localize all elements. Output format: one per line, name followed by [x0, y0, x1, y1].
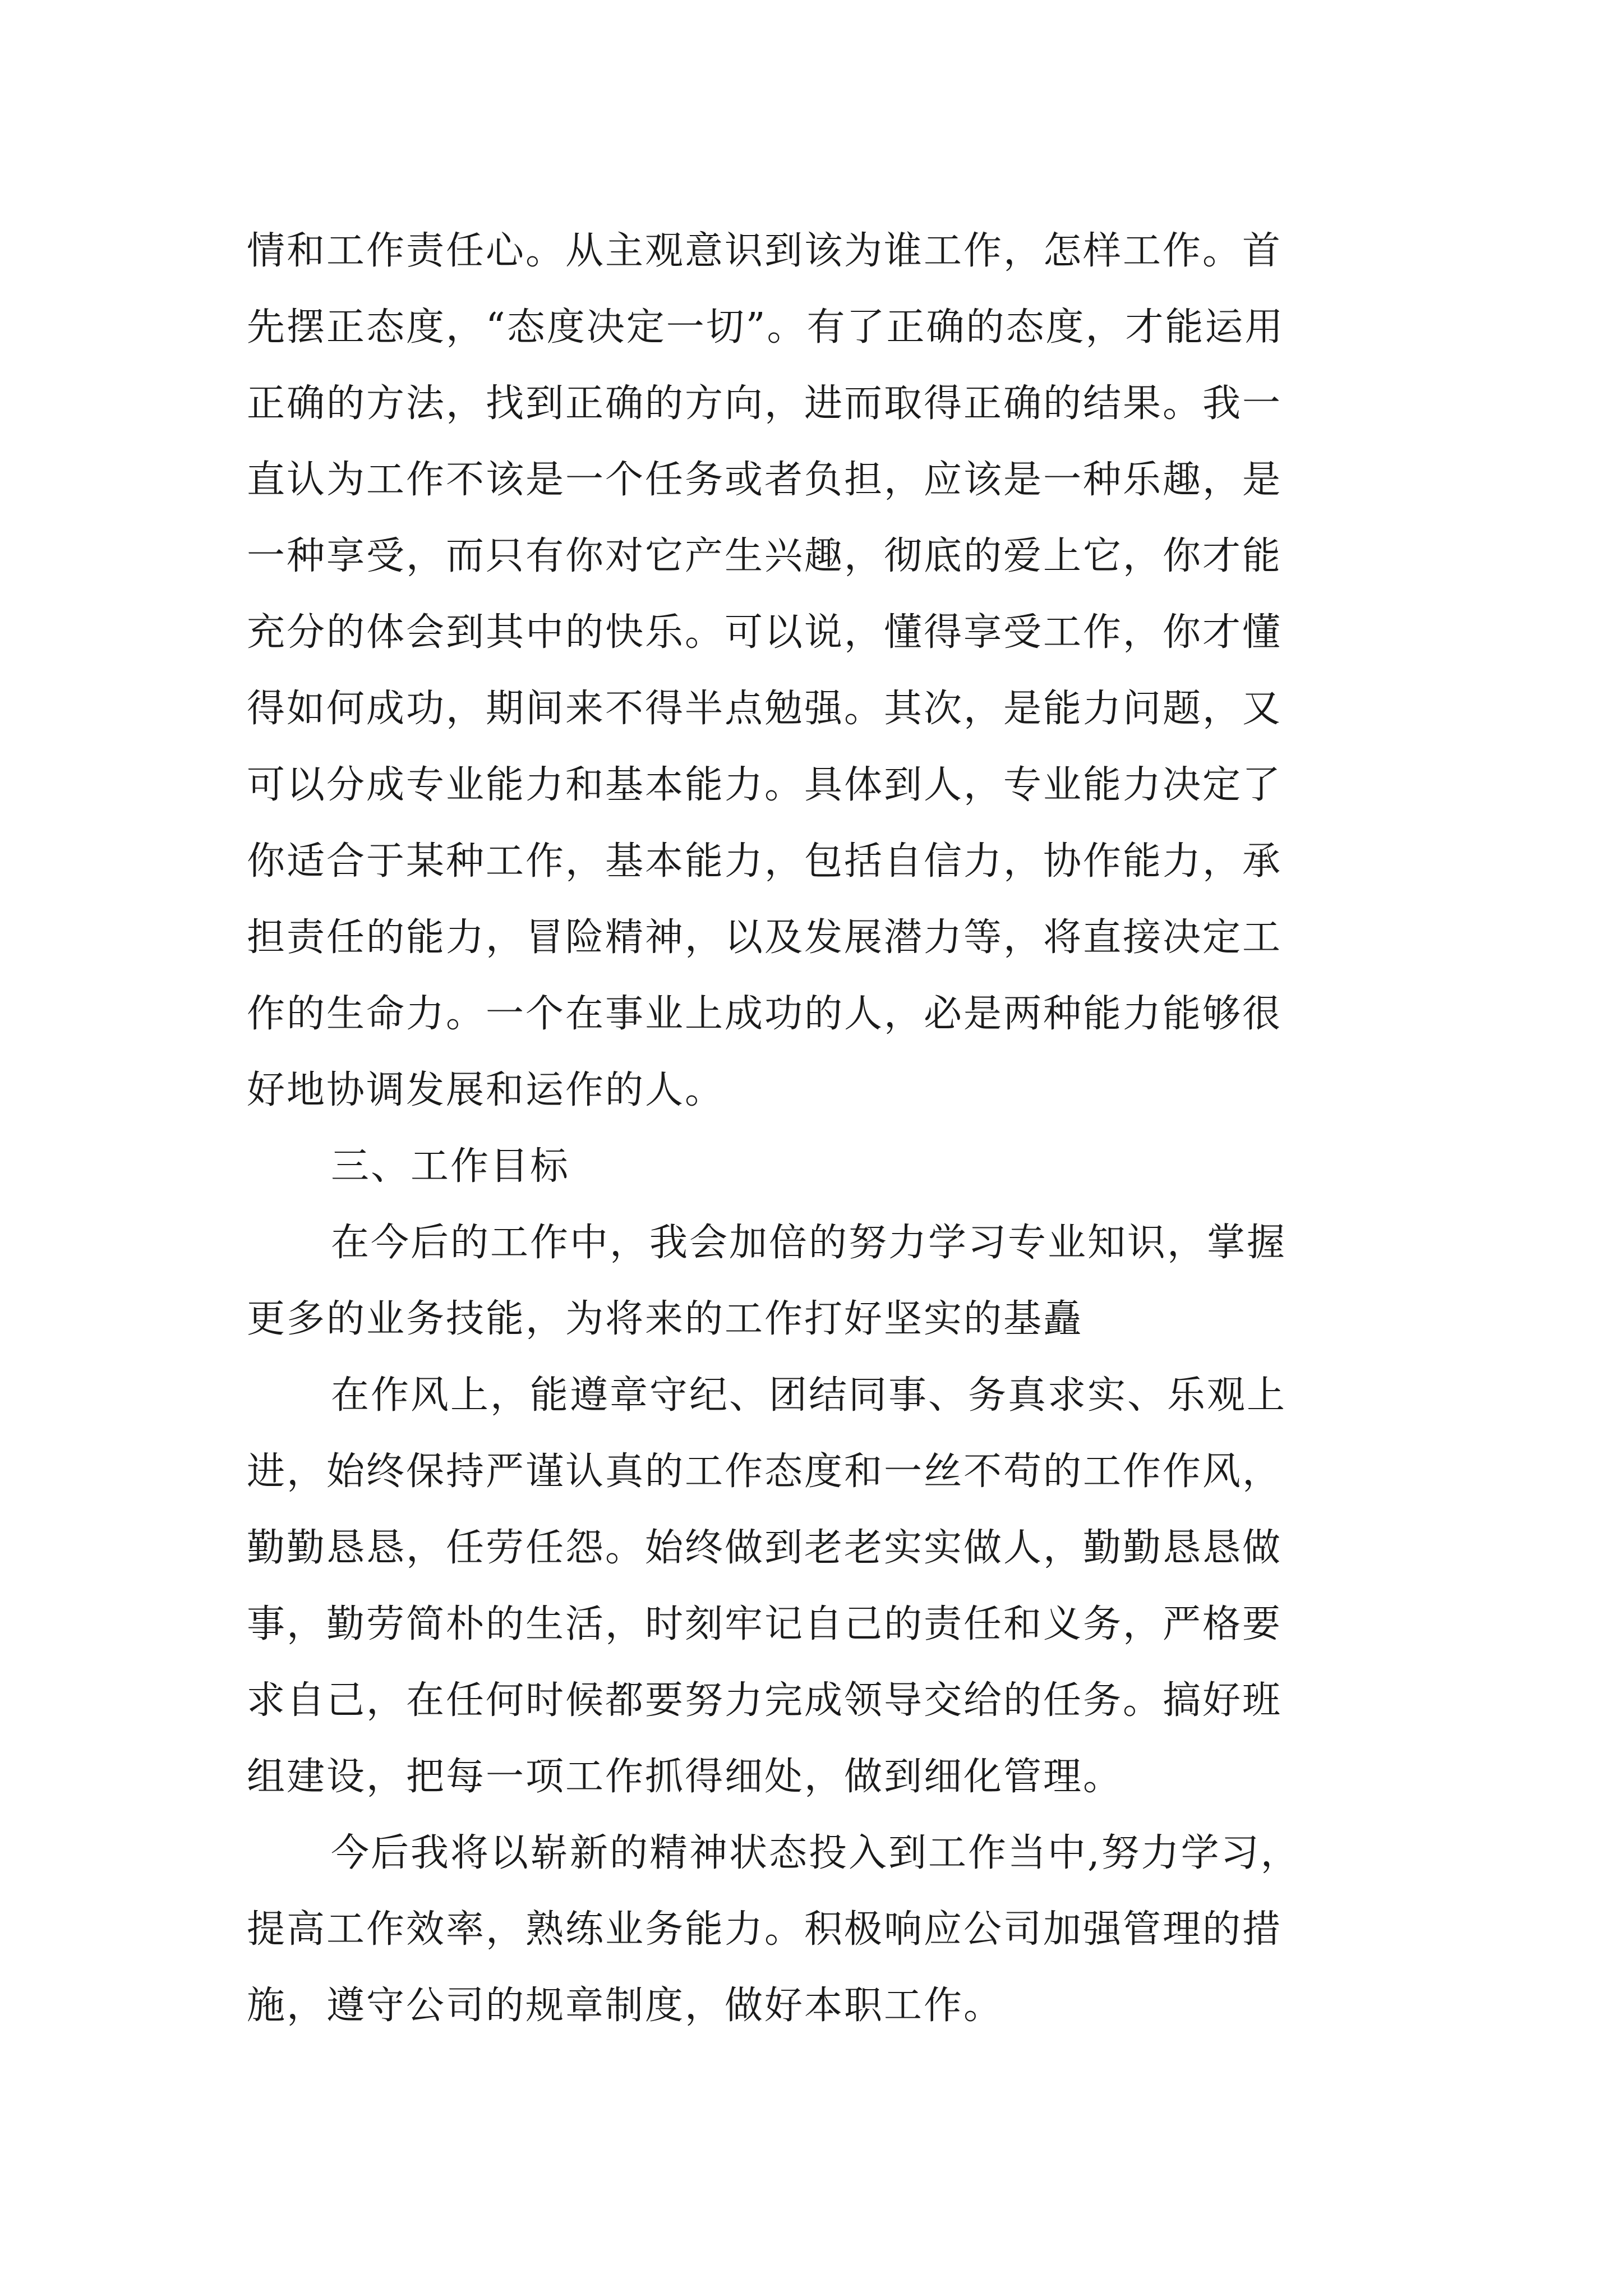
text-line: 直认为工作不该是一个任务或者负担，应该是一种乐趣，是 — [247, 458, 1283, 502]
section-heading-goals — [247, 1129, 1391, 1205]
text-line: 进，始终保持严谨认真的工作态度和一丝不苟的工作作风， — [247, 1450, 1283, 1494]
text-line: 更多的业务技能，为将来的工作打好坚实的基矗 — [247, 1297, 1083, 1341]
text-line: 施，遵守公司的规章制度，做好本职工作。 — [247, 1984, 1004, 2028]
text-line: 担责任的能力，冒险精神，以及发展潜力等，将直接决定工 — [247, 915, 1283, 960]
document-body — [247, 213, 1391, 2044]
text-line: 勤勤恳恳，任劳任怨。始终做到老老实实做人，勤勤恳恳做 — [247, 1526, 1283, 1570]
paragraph-attitude-ability — [247, 213, 1391, 1129]
paragraph-future — [247, 1815, 1391, 2044]
paragraph-study — [247, 1205, 1391, 1358]
text-line: 先摆正态度，“态度决定一切”。有了正确的态度，才能运用 — [247, 305, 1285, 349]
text-line: 好地协调发展和运作的人。 — [247, 1068, 725, 1112]
text-line: 可以分成专业能力和基本能力。具体到人，专业能力决定了 — [247, 763, 1283, 807]
text-line: 今后我将以崭新的精神状态投入到工作当中,努力学习， — [331, 1831, 1301, 1875]
text-line: 作的生命力。一个在事业上成功的人，必是两种能力能够很 — [247, 992, 1283, 1036]
text-line: 正确的方法，找到正确的方向，进而取得正确的结果。我一 — [247, 381, 1283, 426]
text-line: 提高工作效率，熟练业务能力。积极响应公司加强管理的措 — [247, 1907, 1283, 1952]
text-line: 充分的体会到其中的快乐。可以说，懂得享受工作，你才懂 — [247, 610, 1283, 655]
paragraph-work-style — [247, 1358, 1391, 1815]
text-line: 你适合于某种工作，基本能力，包括自信力，协作能力，承 — [247, 839, 1283, 884]
text-line: 在作风上，能遵章守纪、团结同事、务真求实、乐观上 — [331, 1373, 1287, 1418]
text-line: 一种享受，而只有你对它产生兴趣，彻底的爱上它，你才能 — [247, 534, 1283, 578]
text-line: 得如何成功，期间来不得半点勉强。其次，是能力问题，又 — [247, 687, 1283, 731]
text-line: 组建设，把每一项工作抓得细处，做到细化管理。 — [247, 1755, 1123, 1799]
text-line: 事，勤劳简朴的生活，时刻牢记自己的责任和义务，严格要 — [247, 1602, 1283, 1646]
section-heading: 三、工作目标 — [331, 1144, 570, 1189]
text-line: 求自己，在任何时候都要努力完成领导交给的任务。搞好班 — [247, 1678, 1283, 1723]
text-line: 在今后的工作中，我会加倍的努力学习专业知识，掌握 — [331, 1221, 1287, 1265]
text-line: 情和工作责任心。从主观意识到该为谁工作，怎样工作。首 — [247, 229, 1283, 273]
